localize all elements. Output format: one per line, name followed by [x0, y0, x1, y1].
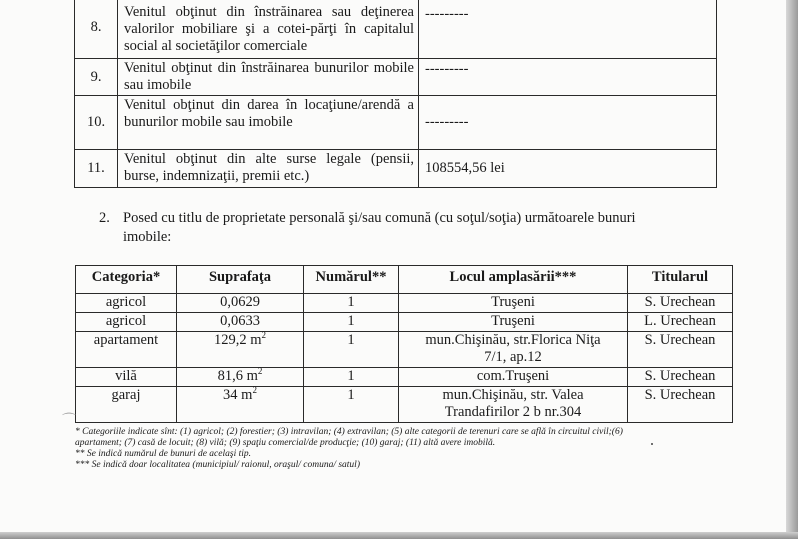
footnote: * Categoriile indicate sînt: (1) agricol; (2) forestier; (3) intravilan; (4) extravilan; (5) alte categorii de terenuri care se află în circuitul civil;(6)	[75, 427, 623, 437]
row-number: 8.	[75, 0, 118, 59]
cell-titularul: S. Urechean	[628, 368, 733, 387]
footnotes	[75, 427, 735, 471]
footnote: *** Se indică doar localitatea (municipiul/ raionul, oraşul/ comuna/ satul)	[75, 460, 360, 470]
cell-categoria: garaj	[76, 387, 177, 423]
table-row	[76, 368, 733, 387]
income-value: ---------	[419, 59, 717, 96]
section-text-cont: imobile:	[123, 229, 172, 245]
cell-suprafata: 0,0629	[177, 294, 304, 313]
cell-categoria: agricol	[76, 294, 177, 313]
cell-titularul: S. Urechean	[628, 294, 733, 313]
income-value: 108554,56 lei	[419, 150, 717, 188]
table-row	[75, 59, 717, 96]
cell-categoria: apartament	[76, 332, 177, 368]
cell-locul: mun.Chişinău, str.Florica Niţa 7/1, ap.12	[399, 332, 628, 368]
cell-locul: com.Truşeni	[399, 368, 628, 387]
col-header-locul: Locul amplasării***	[399, 266, 628, 294]
table-row	[76, 332, 733, 368]
income-value: ---------	[419, 0, 717, 59]
income-value: ---------	[419, 96, 717, 150]
cell-categoria: vilă	[76, 368, 177, 387]
cell-suprafata: 0,0633	[177, 313, 304, 332]
section-2-paragraph	[99, 209, 721, 247]
cell-titularul: S. Urechean	[628, 332, 733, 368]
income-description: Venitul obţinut din înstrăinarea bunurilor mobile sau imobile	[118, 59, 419, 96]
cell-numarul: 1	[304, 368, 399, 387]
row-number: 11.	[75, 150, 118, 188]
cell-locul: mun.Chişinău, str. Valea Trandafirilor 2 b nr.304	[399, 387, 628, 423]
table-row	[76, 387, 733, 423]
scan-mark: ⌒	[62, 414, 76, 429]
cell-locul: Truşeni	[399, 313, 628, 332]
cell-locul: Truşeni	[399, 294, 628, 313]
property-table	[75, 265, 733, 423]
cell-titularul: S. Urechean	[628, 387, 733, 423]
cell-numarul: 1	[304, 332, 399, 368]
row-number: 10.	[75, 96, 118, 150]
table-row	[75, 150, 717, 188]
footnote: ** Se indică numărul de bunuri de acelaşi tip.	[75, 449, 251, 459]
col-header-suprafata: Suprafaţa	[177, 266, 304, 294]
cell-suprafata: 34 $m^2$	[177, 387, 304, 423]
cell-numarul: 1	[304, 387, 399, 423]
col-header-titularul: Titularul	[628, 266, 733, 294]
cell-numarul: 1	[304, 313, 399, 332]
footnote: apartament; (7) casă de locuit; (8) vilă; (9) spaţiu comercial/de producţie; (10) garaj; (11) altă avere imobilă.	[75, 438, 496, 448]
row-number: 9.	[75, 59, 118, 96]
page-edge	[786, 0, 798, 539]
section-number: 2.	[99, 210, 110, 226]
cell-numarul: 1	[304, 294, 399, 313]
cell-suprafata: 81,6 $m^2$	[177, 368, 304, 387]
income-table	[74, 0, 717, 188]
income-description: Venitul obţinut din înstrăinarea sau deţinerea valorilor mobiliare şi a cotei-părţi în capitalul social al societăţilor comerciale	[118, 0, 419, 59]
income-description: Venitul obţinut din alte surse legale (pensii, burse, indemnizaţii, premii etc.)	[118, 150, 419, 188]
page-edge	[0, 532, 798, 539]
cell-suprafata: 129,2 $m^2$	[177, 332, 304, 368]
income-description: Venitul obţinut din darea în locaţiune/arendă a bunurilor mobile sau imobile	[118, 96, 419, 150]
table-row	[76, 294, 733, 313]
col-header-categoria: Categoria*	[76, 266, 177, 294]
cell-titularul: L. Urechean	[628, 313, 733, 332]
section-text: Posed cu titlu de proprietate personală şi/sau comună (cu soţul/soţia) următoarele bunuri	[123, 210, 636, 226]
table-row	[75, 96, 717, 150]
cell-categoria: agricol	[76, 313, 177, 332]
scan-speck	[651, 443, 653, 445]
table-row	[76, 313, 733, 332]
table-header-row	[76, 266, 733, 294]
col-header-numarul: Numărul**	[304, 266, 399, 294]
table-row	[75, 0, 717, 59]
